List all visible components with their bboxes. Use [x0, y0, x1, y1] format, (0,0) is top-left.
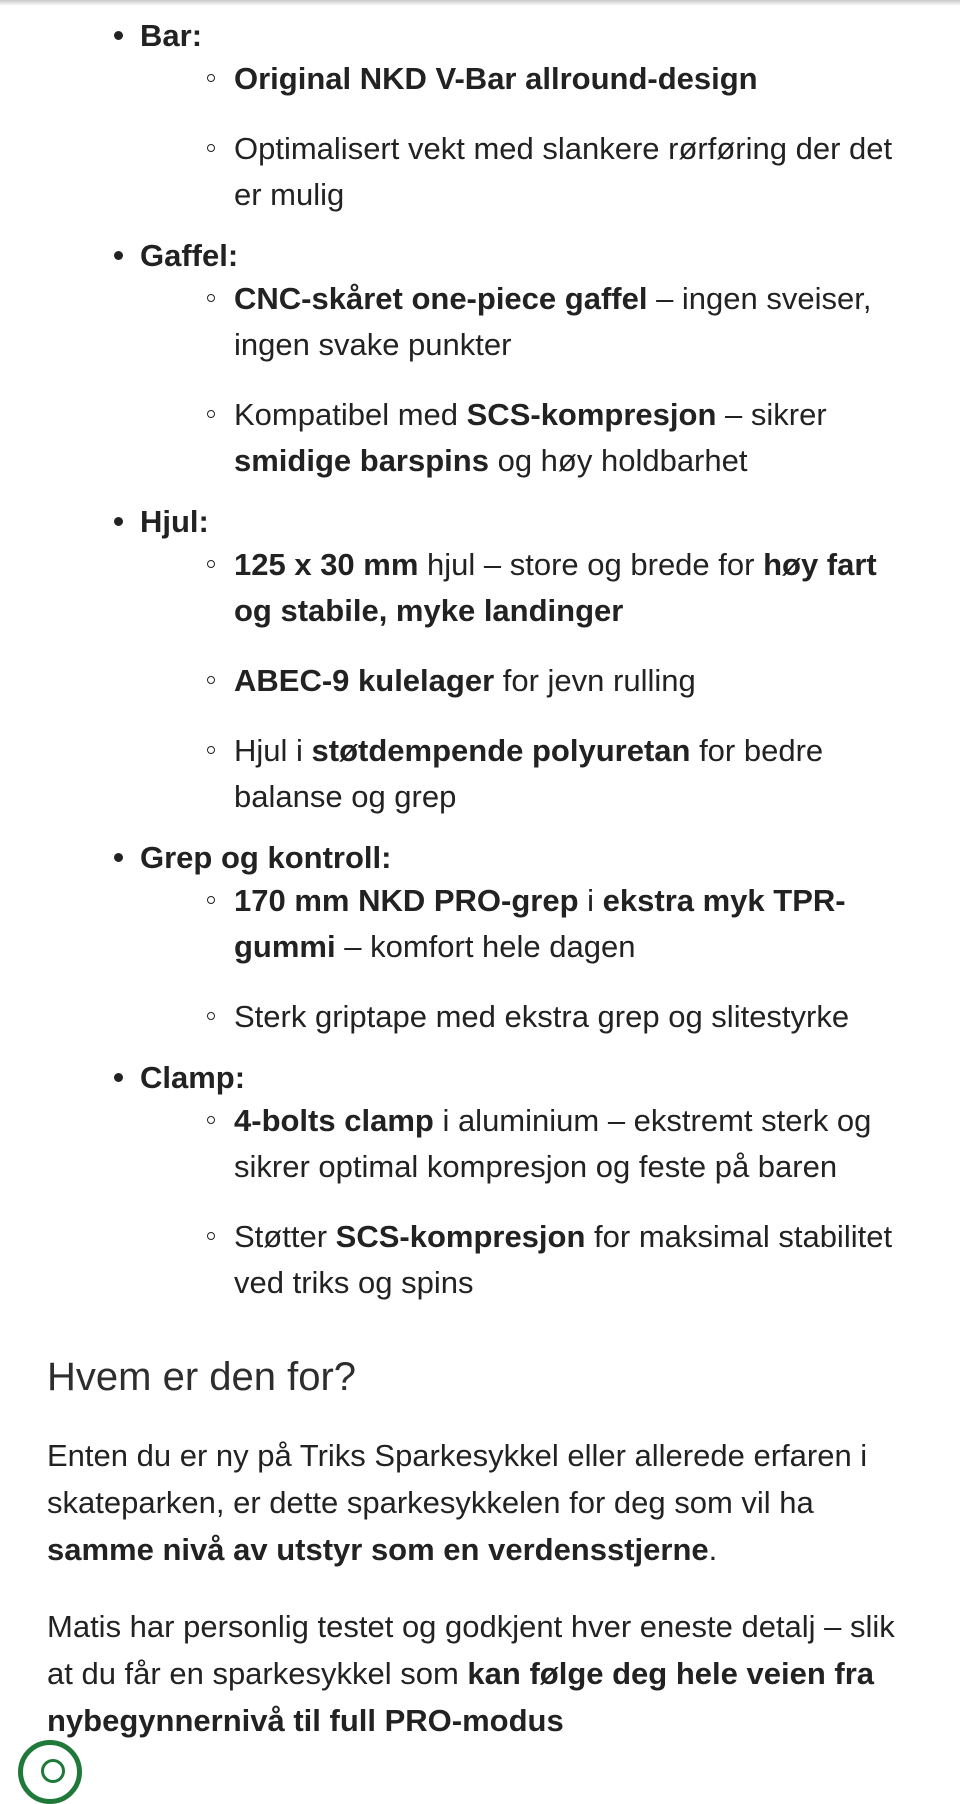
- text-run: Enten du er ny på Triks Sparkesykkel eller allerede erfaren i skateparken, er dette sparkesykkelen for deg som vil ha: [47, 1438, 868, 1520]
- bold-text: ekstra myk TPR-gummi: [234, 883, 846, 964]
- spec-item: [140, 994, 960, 1040]
- spec-item: [140, 1214, 960, 1306]
- spec-group: [0, 838, 960, 1040]
- spec-sub-list: [140, 878, 960, 1040]
- spec-item: [140, 276, 960, 368]
- spec-item: [140, 658, 960, 704]
- text-run: Optimalisert vekt med slankere rørføring der det er mulig: [234, 131, 893, 212]
- bold-text: ABEC-9 kulelager: [234, 663, 495, 698]
- bold-text: CNC-skåret one-piece gaffel: [234, 281, 648, 316]
- text-run: for jevn rulling: [494, 663, 696, 698]
- bold-text: SCS-kompresjon: [335, 1219, 586, 1254]
- spec-item: [140, 728, 960, 820]
- text-run: – ingen sveiser, ingen svake punkter: [234, 281, 872, 362]
- bold-text: smidige barspins: [234, 443, 489, 478]
- text-run: Sterk griptape med ekstra grep og slitestyrke: [234, 999, 850, 1034]
- spec-group-title: Grep og kontroll:: [140, 840, 392, 875]
- text-run: – sikrer: [716, 397, 827, 432]
- section-title: Hvem er den for?: [47, 1355, 357, 1399]
- spec-item: [140, 542, 960, 634]
- bold-text: kan følge deg hele veien fra nybegynnernivå til full PRO-modus: [47, 1656, 874, 1738]
- text-run: Støtter: [234, 1219, 336, 1254]
- bold-text: 4-bolts clamp: [234, 1103, 434, 1138]
- bold-text: 125 x 30 mm: [234, 547, 419, 582]
- spec-group: [0, 16, 960, 218]
- spec-item: [140, 56, 960, 102]
- text-run: hjul – store og brede for: [418, 547, 764, 582]
- spec-group: [0, 502, 960, 820]
- text-run: Kompatibel med: [234, 397, 467, 432]
- text-run: i: [578, 883, 603, 918]
- text-run: i aluminium – ekstremt sterk og sikrer optimal kompresjon og feste på baren: [234, 1103, 872, 1184]
- bold-text: SCS-kompresjon: [466, 397, 717, 432]
- bold-text: samme nivå av utstyr som en verdensstjerne: [47, 1532, 709, 1567]
- spec-group-title: Clamp:: [140, 1060, 246, 1095]
- spec-sub-list: [140, 276, 960, 484]
- recycle-badge-icon[interactable]: [18, 1740, 82, 1804]
- spec-group-title: Bar:: [140, 18, 203, 53]
- text-run: Hjul i: [234, 733, 312, 768]
- bold-text: støtdempende polyuretan: [311, 733, 691, 768]
- text-run: og høy holdbarhet: [488, 443, 748, 478]
- text-run: Matis har personlig testet og godkjent hver eneste detalj – slik at du får en sparkesykkel som: [47, 1609, 895, 1691]
- spec-sub-list: [140, 56, 960, 218]
- spec-item: [140, 1098, 960, 1190]
- spec-item: [140, 878, 960, 970]
- section-paragraph: [47, 1603, 912, 1744]
- spec-group: [0, 1058, 960, 1306]
- bold-text: Original NKD V-Bar allround-design: [234, 61, 758, 96]
- spec-group: [0, 236, 960, 484]
- spec-item: [140, 126, 960, 218]
- text-run: for bedre balanse og grep: [234, 733, 824, 814]
- section-paragraph: [47, 1432, 912, 1573]
- text-run: .: [708, 1532, 718, 1567]
- spec-sub-list: [140, 542, 960, 820]
- text-run: for maksimal stabilitet ved triks og spins: [234, 1219, 893, 1300]
- section-paragraphs: [0, 1432, 960, 1744]
- spec-group-title: Hjul:: [140, 504, 209, 539]
- spec-sub-list: [140, 1098, 960, 1306]
- bold-text: høy fart og stabile, myke landinger: [234, 547, 877, 628]
- spec-item: [140, 392, 960, 484]
- text-run: – komfort hele dagen: [335, 929, 636, 964]
- bold-text: 170 mm NKD PRO-grep: [234, 883, 579, 918]
- spec-group-title: Gaffel:: [140, 238, 239, 273]
